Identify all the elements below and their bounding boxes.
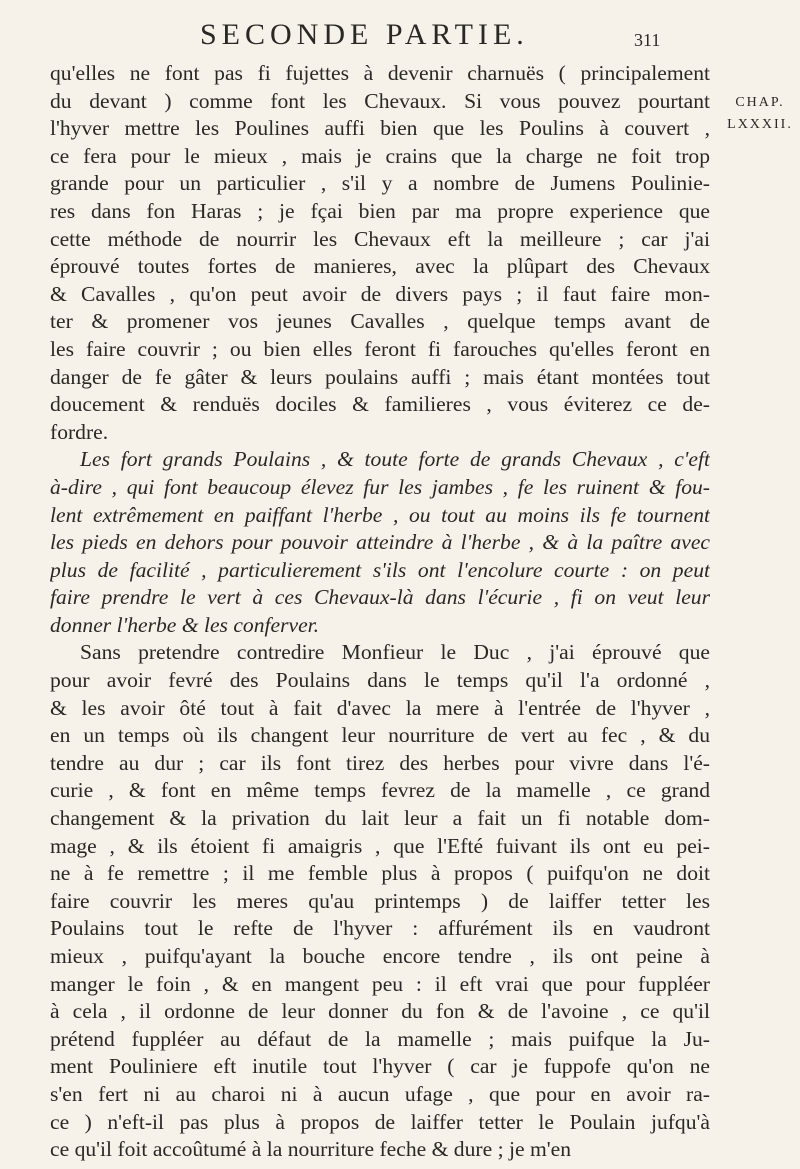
text-line: lent extrêmement en paiffant l'herbe , ou tout au moins ils fe tournent: [50, 502, 710, 527]
text-line: res dans fon Haras ; je fçai bien par ma propre experience que: [50, 198, 710, 223]
text-line: grande pour un particulier , s'il y a nombre de Jumens Poulinie-: [50, 171, 710, 196]
text-line: mieux , puifqu'ayant la bouche encore tendre , ils ont peine à: [50, 944, 710, 968]
text-line: mage , & ils étoient fi amaigris , que l'Efté fuivant ils ont eu pei-: [50, 833, 710, 858]
text-line: ment Pouliniere eft inutile tout l'hyver ( car je fuppofe qu'on ne: [50, 1054, 710, 1079]
text-line: l'hyver mettre les Poulines auffi bien que les Poulins à couvert ,: [50, 116, 710, 141]
text-line: curie , & font en même temps fevrez de la mamelle , ce grand: [50, 778, 710, 803]
margin-note-line: CHAP.: [735, 95, 785, 110]
text-line: & les avoir ôté tout à fait d'avec la mere à l'entrée de l'hyver ,: [50, 695, 710, 720]
text-line: plus de facilité , particulierement s'ils ont l'encolure courte : on peut: [50, 557, 710, 582]
text-line: danger de fe gâter & leurs poulains auffi ; mais étant montées tout: [50, 364, 710, 389]
text-line: fordre.: [50, 419, 109, 444]
text-line: du devant ) comme font les Chevaux. Si vous pouvez pourtant: [50, 88, 710, 113]
text-line: changement & la privation du lait leur a fait un fi notable dom-: [50, 806, 710, 831]
text-line: éprouvé toutes fortes de manieres, avec la plûpart des Chevaux: [50, 254, 710, 279]
margin-note-line: LXXXII.: [727, 117, 793, 132]
text-line: prétend fuppléer au défaut de la mamelle ; mais puifque la Ju-: [50, 1026, 710, 1051]
text-line: Poulains tout le refte de l'hyver : affurément ils en vaudront: [50, 916, 710, 941]
text-line: en un temps où ils changent leur nourriture de vert au fec , & du: [50, 723, 710, 748]
margin-chapter-note: [722, 92, 798, 136]
text-line: ce fera pour le mieux , mais je crains que la charge ne foit trop: [50, 143, 710, 168]
paragraph-1: [50, 60, 710, 446]
page-number: 311: [634, 30, 661, 50]
text-line: à cela , il ordonne de leur donner du fon & de l'avoine , ce qu'il: [50, 999, 710, 1024]
body-text: [50, 60, 710, 1164]
text-line: faire prendre le vert à ces Chevaux-là dans l'écurie , fi on veut leur: [50, 585, 710, 610]
text-line: qu'elles ne font pas fi fujettes à devenir charnuës ( principalement: [50, 61, 710, 85]
text-line: ter & promener vos jeunes Cavalles , quelque temps avant de: [50, 309, 710, 334]
text-line: à-dire , qui font beaucoup élevez fur les jambes , fe les ruinent & fou-: [50, 474, 710, 499]
text-line: faire couvrir les meres qu'au printemps ) de laiffer tetter les: [50, 888, 710, 913]
text-line: tendre au dur ; car ils font tirez des herbes pour vivre dans l'é-: [50, 750, 710, 775]
paragraph-2-italic: [50, 446, 710, 639]
text-line: les faire couvrir ; ou bien elles feront fi farouches qu'elles feront en: [50, 336, 710, 361]
text-line: Les fort grands Poulains , & toute forte de grands Chevaux , c'eft: [80, 447, 710, 472]
text-line: & Cavalles , qu'on peut avoir de divers pays ; il faut faire mon-: [50, 281, 710, 306]
text-line: ce ) n'eft-il pas plus à propos de laiffer tetter le Poulain jufqu'à: [50, 1109, 710, 1134]
text-line: s'en fert ni au charoi ni à aucun ufage , que pour en avoir ra-: [50, 1081, 710, 1106]
text-line: Sans pretendre contredire Monfieur le Duc , j'ai éprouvé que: [80, 640, 710, 665]
text-line: doucement & renduës dociles & familieres , vous éviterez ce de-: [50, 392, 710, 417]
text-line: ne à fe remettre ; il me femble plus à propos ( puifqu'on ne doit: [50, 861, 710, 886]
paragraph-3: [50, 639, 710, 1163]
text-line: pour avoir fevré des Poulains dans le temps qu'il l'a ordonné ,: [50, 668, 710, 693]
text-line: manger le foin , & en mangent peu : il eft vrai que pour fuppléer: [50, 971, 710, 996]
text-line: cette méthode de nourrir les Chevaux eft la meilleure ; car j'ai: [50, 226, 710, 251]
text-line: les pieds en dehors pour pouvoir atteindre à l'herbe , & à la paître avec: [50, 530, 710, 555]
text-line: ce qu'il foit accoûtumé à la nourriture feche & dure ; je m'en: [50, 1137, 572, 1162]
running-title: SECONDE PARTIE.: [200, 18, 529, 51]
text-line: donner l'herbe & les conferver.: [50, 612, 320, 637]
